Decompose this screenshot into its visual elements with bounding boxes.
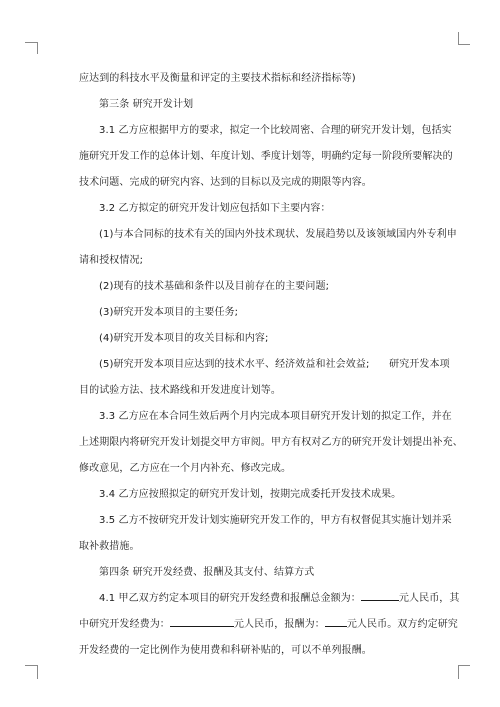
clause-3-3-line-3: 修改意见，乙方应在一个月内补充、修改完成。	[79, 463, 292, 474]
clause-3-1-line-1: 3.1 乙方应根据甲方的要求，拟定一个比较周密、合理的研究开发计划，包括实	[99, 125, 452, 136]
article-3-heading: 第三条 研究开发计划	[99, 99, 194, 110]
crop-mark-bottom-right-h	[458, 665, 470, 666]
clause-4-1-line-2	[79, 612, 458, 638]
item-5-line-1: (5)研究开发本项目应达到的技术水平、经济效益和社会效益; 研究开发本项	[99, 359, 450, 370]
clause-3-4: 3.4 乙方应按照拟定的研究开发计划，按期完成委托开发技术成果。	[99, 489, 402, 500]
clause-3-5-line-1: 3.5 乙方不按研究开发计划实施研究开发工作的，甲方有权督促其实施计划并采	[99, 515, 452, 526]
crop-mark-top-right	[458, 32, 459, 44]
crop-mark-bottom-left-h	[25, 665, 37, 666]
research-fund-blank	[170, 616, 234, 627]
clause-3-3-line-2: 上述期限内将研究开发计划提交甲方审阅。甲方有权对乙方的研究开发计划提出补充、	[79, 437, 463, 448]
total-amount-blank	[361, 590, 399, 601]
crop-mark-bottom-right	[458, 665, 459, 679]
remuneration-blank	[325, 616, 347, 627]
item-5-line-2: 目的试验方法、技术路线和开发进度计划等。	[79, 385, 281, 396]
document-body	[79, 66, 463, 664]
clause-3-2: 3.2 乙方拟定的研究开发计划应包括如下主要内容：	[99, 203, 331, 214]
clause-3-1-line-3: 技术问题、完成的研究内容、达到的目标以及完成的期限等内容。	[79, 177, 372, 188]
clause-3-1-line-2: 施研究开发工作的总体计划、年度计划、季度计划等，明确约定每一阶段所要解决的	[79, 151, 453, 162]
line-continuation: 应达到的科技水平及衡量和评定的主要技术指标和经济指标等)	[79, 73, 356, 84]
item-1-line-2: 请和授权情况;	[79, 255, 144, 266]
clause-4-1-text-b: 元人民币，其	[398, 593, 460, 604]
clause-4-1-text-c: 中研究开发经费为：	[79, 619, 170, 630]
item-3: (3)研究开发本项目的主要任务;	[99, 307, 239, 318]
item-4: (4)研究开发本项目的攻关目标和内容;	[99, 333, 269, 344]
crop-mark-bottom-left	[37, 665, 38, 679]
clause-4-1-text-d: 元人民币，报酬为：	[233, 619, 325, 630]
article-4-heading: 第四条 研究开发经费、报酬及其支付、结算方式	[99, 567, 315, 578]
clause-3-3-line-1: 3.3 乙方应在本合同生效后两个月内完成本项目研究开发计划的拟定工作，并在	[99, 411, 452, 422]
crop-mark-top-left	[37, 42, 38, 54]
clause-4-1-text-e: 元人民币。双方约定研究	[346, 619, 458, 630]
crop-mark-top-left-h	[25, 42, 37, 43]
clause-4-1-text-a: 4.1 甲乙双方约定本项目的研究开发经费和报酬总金额为：	[99, 593, 361, 604]
clause-4-1-line-3: 开发经费的一定比例作为使用费和科研补贴的，可以不单列报酬。	[79, 645, 372, 656]
item-1-line-1: (1)与本合同标的技术有关的国内外技术现状、发展趋势以及该领域国内外专利申	[99, 229, 457, 240]
clause-4-1-line-1	[79, 586, 460, 612]
item-2: (2)现有的技术基础和条件以及目前存在的主要问题;	[99, 281, 330, 292]
clause-3-5-line-2: 取补救措施。	[79, 541, 140, 552]
crop-mark-top-right-h	[458, 44, 470, 45]
